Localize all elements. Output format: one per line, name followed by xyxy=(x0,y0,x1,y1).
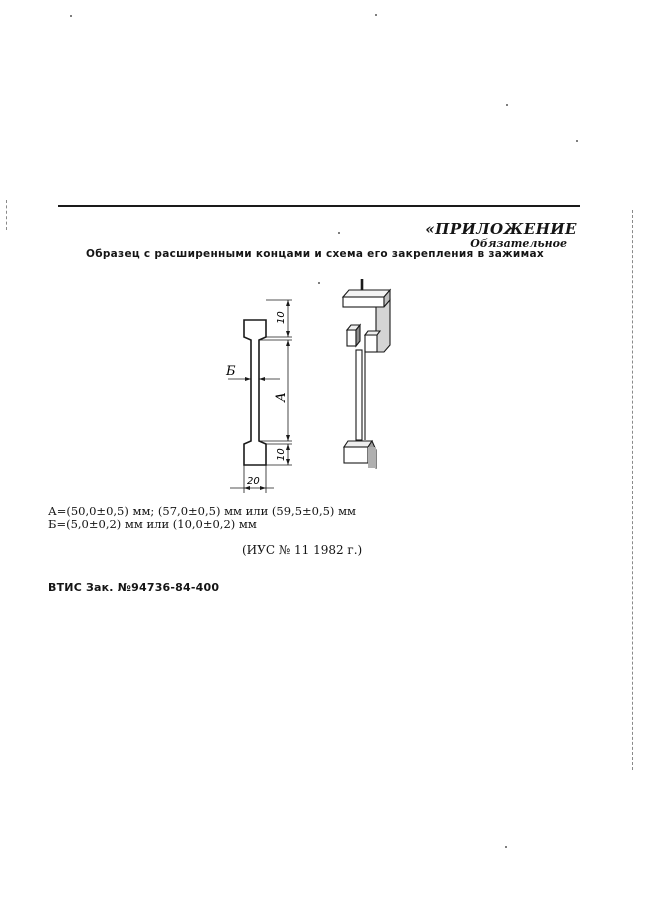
arrow xyxy=(245,377,251,381)
formulas xyxy=(48,505,356,531)
arrow xyxy=(260,486,266,490)
source-reference: (ИУС № 11 1982 г.) xyxy=(242,543,363,557)
scan-speck xyxy=(338,232,340,234)
clamp-diagram xyxy=(343,279,390,468)
label-b: Б xyxy=(226,364,236,379)
formula-a: А=(50,0±0,5) мм; (57,0±0,5) мм или (59,5±0,5) мм xyxy=(48,504,356,518)
arrow xyxy=(286,435,290,441)
scan-speck xyxy=(318,282,320,284)
dim-label-bottom: 10 xyxy=(276,448,287,461)
scan-speck xyxy=(375,14,377,16)
scan-edge-line xyxy=(632,210,633,770)
print-mark: ВТИС Зак. №94736-84-400 xyxy=(48,581,220,594)
scan-speck xyxy=(70,15,72,17)
label-a: А xyxy=(274,392,289,402)
dim-label-width: 20 xyxy=(247,476,260,487)
scan-speck xyxy=(576,140,578,142)
specimen-drawing xyxy=(200,275,400,500)
scan-speck xyxy=(506,104,508,106)
scan-speck xyxy=(505,846,507,848)
top-rule xyxy=(58,205,580,207)
arrow xyxy=(259,377,265,381)
scan-edge-line xyxy=(6,200,7,230)
arrow xyxy=(286,300,290,306)
appendix-subtitle: Обязательное xyxy=(470,237,567,250)
formula-b: Б=(5,0±0,2) мм или (10,0±0,2) мм xyxy=(48,517,257,531)
arrow xyxy=(286,340,290,346)
figure-caption: Образец с расширенными концами и схема его закрепления в зажимах xyxy=(86,248,544,260)
specimen-outline xyxy=(244,320,266,465)
dim-label-top: 10 xyxy=(276,311,287,324)
appendix-title: «ПРИЛОЖЕНИЕ xyxy=(425,220,577,238)
arrow xyxy=(286,331,290,337)
specimen-figure xyxy=(200,275,400,500)
